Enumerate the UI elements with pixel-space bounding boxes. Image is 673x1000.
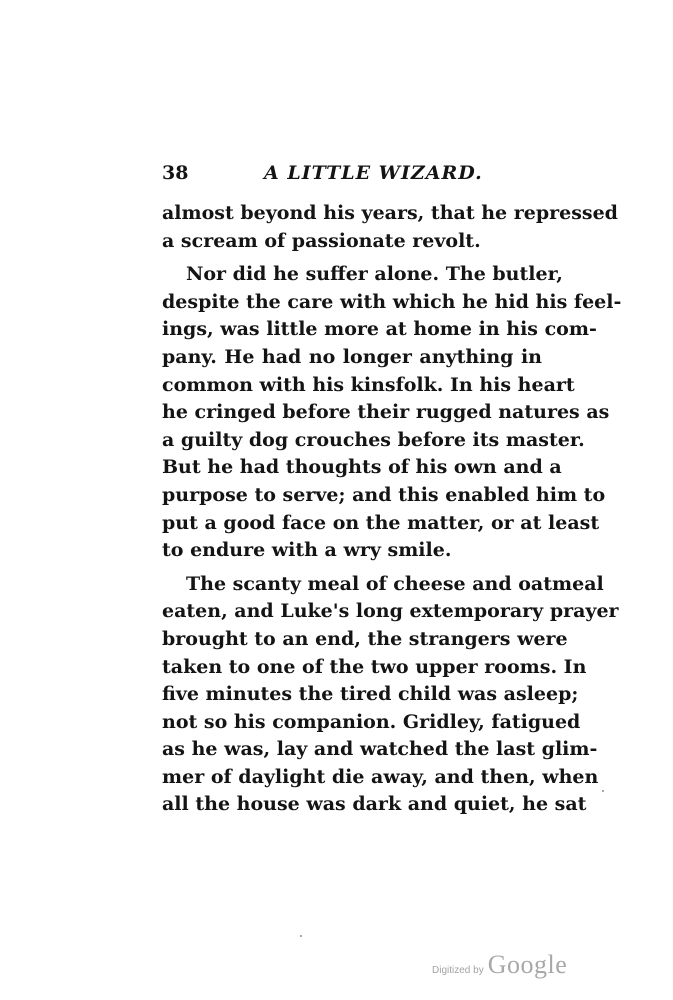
paper-speck: [602, 790, 604, 792]
text-line: brought to an end, the strangers were: [162, 627, 568, 650]
watermark-prefix: Digitized by: [432, 965, 484, 976]
running-title: A LITTLE WIZARD.: [264, 162, 483, 184]
page-number: 38: [162, 162, 189, 184]
google-logo: Google: [487, 950, 568, 979]
text-line: But he had thoughts of his own and a: [162, 456, 562, 479]
text-line: eaten, and Luke's long extemporary prayer: [162, 600, 619, 623]
text-line: as he was, lay and watched the last glim-: [162, 738, 598, 761]
paragraph-2: [162, 261, 622, 565]
text-line: a guilty dog crouches before its master.: [162, 428, 585, 451]
digitized-watermark: [432, 950, 567, 980]
text-line: five minutes the tired child was asleep;: [162, 683, 579, 706]
text-line: The scanty meal of cheese and oatmeal: [186, 572, 604, 595]
paragraph-3: [162, 571, 619, 819]
text-line: ings, was little more at home in his com-: [162, 318, 597, 341]
text-line: all the house was dark and quiet, he sat: [162, 793, 587, 816]
text-line: almost beyond his years, that he repressed: [162, 202, 618, 224]
text-line: taken to one of the two upper rooms. In: [162, 655, 587, 678]
text-line: put a good face on the matter, or at least: [162, 511, 600, 534]
text-line: common with his kinsfolk. In his heart: [162, 373, 575, 396]
text-line: mer of daylight die away, and then, when: [162, 765, 599, 788]
text-line: Nor did he suffer alone. The butler,: [186, 263, 563, 286]
paragraph-1: [162, 200, 618, 255]
text-line: purpose to serve; and this enabled him to: [162, 483, 606, 506]
text-line: a scream of passionate revolt.: [162, 229, 481, 252]
body-text: [162, 200, 622, 819]
text-line: not so his companion. Gridley, fatigued: [162, 710, 581, 733]
text-line: to endure with a wry smile.: [162, 539, 452, 562]
text-line: despite the care with which he hid his feel-: [162, 290, 622, 313]
paper-speck: [300, 935, 302, 937]
text-line: he cringed before their rugged natures as: [162, 401, 610, 424]
running-head: [162, 160, 540, 186]
text-line: pany. He had no longer anything in: [162, 345, 542, 368]
